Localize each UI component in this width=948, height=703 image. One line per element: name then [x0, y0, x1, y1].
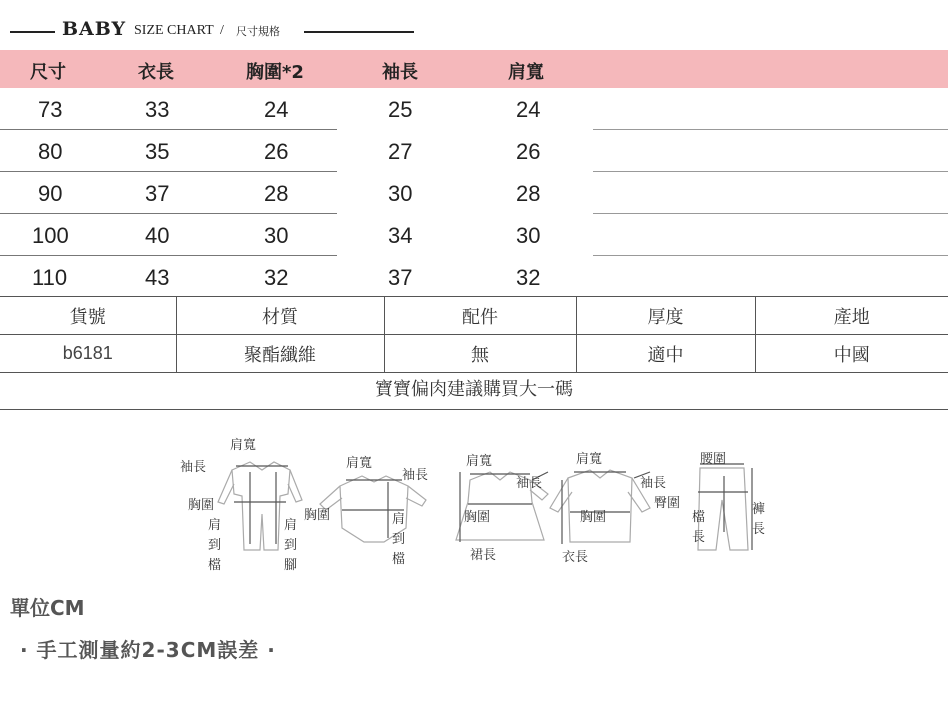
- subtitle-cn-label: 尺寸規格: [236, 25, 280, 38]
- dress-chest-label: 胸圍: [464, 510, 491, 525]
- chart-title: [0, 18, 948, 46]
- cell-length: 40: [145, 223, 170, 248]
- header-shoulder: 肩寬: [508, 62, 544, 83]
- table-row: [0, 172, 948, 214]
- info-header-row: [0, 297, 948, 335]
- measurement-error-note: · 手工測量約2-3CM誤差 ·: [20, 638, 276, 662]
- cell-sleeve: 37: [388, 265, 413, 290]
- product-info-table: [0, 296, 948, 373]
- info-value-item-no: b6181: [0, 335, 176, 373]
- cell-size: 110: [32, 265, 68, 290]
- subtitle-label: SIZE CHART: [134, 23, 214, 38]
- romper-s2f-label: 到: [284, 538, 298, 553]
- info-value-accessory: 無: [384, 335, 576, 373]
- bodysuit-sleeve-label: 袖長: [402, 468, 429, 483]
- cell-size: 80: [38, 139, 63, 164]
- table-row: [0, 88, 948, 130]
- romper-chest-label: 胸圍: [188, 498, 215, 513]
- cell-sleeve: 34: [388, 223, 413, 248]
- header-length: 衣長: [138, 62, 174, 83]
- size-table-header: [0, 50, 948, 88]
- cell-length: 33: [145, 97, 170, 122]
- info-header-item-no: 貨號: [0, 297, 176, 335]
- size-note: 寶寶偏肉建議購買大一碼: [0, 372, 948, 410]
- info-header-material: 材質: [176, 297, 384, 335]
- romper-s2c-label: 到: [208, 538, 222, 553]
- romper-s2c-label: 肩: [208, 518, 222, 533]
- cell-size: 90: [38, 181, 63, 206]
- cell-length: 37: [145, 181, 170, 206]
- cell-shoulder: 24: [516, 97, 541, 122]
- cell-length: 43: [145, 265, 170, 290]
- cell-sleeve: 30: [388, 181, 413, 206]
- dress-length-label: 裙長: [470, 548, 497, 563]
- bodysuit-s2c-label: 肩: [392, 512, 406, 527]
- shirt-sleeve-label: 袖長: [640, 476, 667, 491]
- table-row: [0, 256, 948, 298]
- title-line-right: [304, 31, 414, 33]
- romper-s2c-label: 檔: [208, 558, 222, 573]
- pants-length-label: 褲: [752, 502, 766, 517]
- bodysuit-shoulder-label: 肩寬: [346, 456, 373, 471]
- pants-rise-label: 長: [692, 530, 706, 545]
- brand-label: BABY: [62, 18, 127, 40]
- cell-size: 73: [38, 97, 63, 122]
- dress-shoulder-label: 肩寬: [466, 454, 493, 469]
- pants-waist-label: 腰圍: [700, 452, 727, 467]
- cell-chest: 28: [264, 181, 289, 206]
- cell-sleeve: 27: [388, 139, 413, 164]
- size-table: [0, 50, 948, 298]
- cell-shoulder: 32: [516, 265, 541, 290]
- header-size: 尺寸: [30, 62, 66, 83]
- header-sleeve: 袖長: [382, 62, 418, 83]
- info-value-thickness: 適中: [576, 335, 755, 373]
- cell-chest: 32: [264, 265, 289, 290]
- info-value-material: 聚酯纖維: [176, 335, 384, 373]
- cell-sleeve: 25: [388, 97, 413, 122]
- unit-label: 單位CM: [10, 596, 85, 620]
- measurement-diagrams: [170, 432, 780, 582]
- table-row: [0, 130, 948, 172]
- shirt-shoulder-label: 肩寬: [576, 452, 603, 467]
- shirt-chest-label: 胸圍: [580, 510, 607, 525]
- pants-length-label: 長: [752, 522, 766, 537]
- cell-shoulder: 28: [516, 181, 541, 206]
- cell-shoulder: 26: [516, 139, 541, 164]
- cell-length: 35: [145, 139, 170, 164]
- pants-illustration: [698, 464, 752, 550]
- cell-chest: 26: [264, 139, 289, 164]
- info-value-row: [0, 335, 948, 373]
- header-chest: 胸圍*2: [246, 62, 304, 83]
- title-line-left: [10, 31, 55, 33]
- bodysuit-s2c-label: 檔: [392, 552, 406, 567]
- pants-rise-label: 檔: [692, 510, 706, 525]
- bodysuit-s2c-label: 到: [392, 532, 406, 547]
- bodysuit-illustration: [320, 476, 426, 542]
- info-value-origin: 中國: [755, 335, 948, 373]
- bodysuit-chest-label: 胸圍: [304, 508, 331, 523]
- cell-shoulder: 30: [516, 223, 541, 248]
- dress-sleeve-label: 袖長: [516, 476, 543, 491]
- cell-size: 100: [32, 223, 69, 248]
- romper-s2f-label: 肩: [284, 518, 298, 533]
- info-header-origin: 產地: [755, 297, 948, 335]
- romper-shoulder-label: 肩寬: [230, 438, 257, 453]
- title-divider: /: [220, 23, 224, 38]
- pants-hip-label: 臀圍: [654, 496, 681, 511]
- info-header-accessory: 配件: [384, 297, 576, 335]
- shirt-length-label: 衣長: [562, 550, 589, 565]
- info-header-thickness: 厚度: [576, 297, 755, 335]
- cell-chest: 30: [264, 223, 289, 248]
- romper-sleeve-label: 袖長: [180, 460, 207, 475]
- romper-s2f-label: 腳: [284, 558, 298, 573]
- table-row: [0, 214, 948, 256]
- cell-chest: 24: [264, 97, 289, 122]
